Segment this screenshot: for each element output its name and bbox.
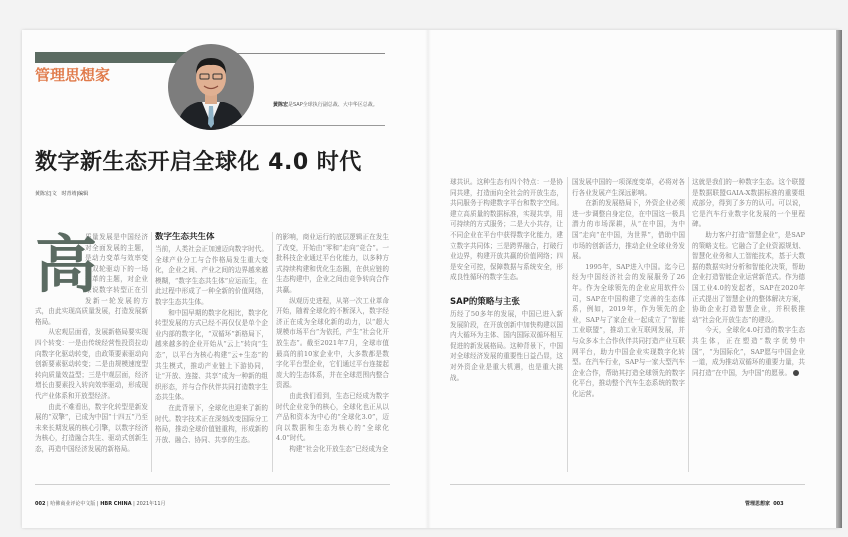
- paragraph: [692, 325, 805, 378]
- paragraph: 质量发展是中国经济对全面发展的主题，是动力变革与效率变革双轮驱动下的一场变革的主题，对企业来说数字转型正在引发新一轮发展的方式，由此实现高质量发展，打造发展新格局。: [35, 233, 148, 326]
- paragraph: 由此我们看到，生态已经成为数字时代企业竞争的核心，全球化也正从以产品和资本为中心的“全球化3.0”，迈向以数据和生态为核心的“全球化4.0”时代。: [276, 391, 389, 443]
- publication-name: 哈佛商业评论中文版: [50, 501, 96, 507]
- paragraph: 纵观历史进程，从第一次工业革命开始，随着全球化的不断深入，数字经济正在成为全球化新的动力，以“超大规模市场平台”为依托，产生“社会化开放生态”。截至2021年7月，全球市值最高的前10家企业中，大多数都是数字化平台型企业，它们通过平台连接起庞大的生态体系，并在全球范围内整合资源。: [276, 296, 389, 390]
- paragraph: 1995年，SAP进入中国。迄今已经为中国经济社会的发展服务了26年。作为全球领先的企业应用软件公司，SAP在中国构建了完善的生态体系，例如，2019年，作为领先的企业，SAP与了家企业一起成立了“智能工业联盟”，推动工业互联网发展，并与众多本土合作伙伴共同打造产业互联网平台，助力中国企业实现数字化转型。在汽车行业，SAP与一家大型汽车企业合作，帮助其打造全球领先的数字化平台，推动整个汽车生态系统的数字化运营。: [572, 262, 685, 398]
- author-caption-text: 是SAP全球执行副总裁、大中华区总裁。: [288, 102, 378, 108]
- author-photo: [168, 44, 254, 130]
- paragraph: 国发展中国的一项深度变革，必将对各行各业发展产生深远影响。: [572, 178, 685, 197]
- page-number-left: 002: [35, 501, 46, 507]
- left-column-3: [276, 232, 389, 472]
- paragraph: 历经了50多年的发展，中国已进入新发展阶段，在开放创新中加快构建以国内大循环为主体、国内国际双循环相互促进的新发展格局。这种背景下，中国对全球经济发展的重要性日益凸显，这对外资企业是重大机遇，也是重大挑战。: [450, 309, 563, 382]
- left-column-2: [155, 232, 268, 472]
- paragraph: 这就是我们的一种数字生态。这个联盟是数据联盟GAIA-X数据标准的重要组成部分，得到了多方的认可。可以说，它是汽车行业数字化发展的一个里程碑。: [692, 178, 805, 229]
- byline-author: 黄陈宏: [35, 191, 51, 197]
- byline-editor: 时青靖: [61, 191, 77, 197]
- page-number-right: 003: [773, 501, 784, 507]
- footer-left: 002 | 哈佛商业评论中文版 | HBR CHINA | 2021年11月: [35, 501, 166, 507]
- column-divider: [688, 177, 689, 472]
- paragraph: 助力客户打造“智慧企业”，是SAP的策略支柱。它融合了企业资源规划、智慧化业务和人工智能技术，基于大数据的数据实时分析和智能化决策，帮助企业打造智能企业运营新范式。作为德国工业4.0的发起者，SAP在2020年正式提出了智慧企业的整体解决方案，协助企业打造智慧企业，并积极推动“社会化开放生态”的建设。: [692, 230, 805, 324]
- section-bar: [35, 52, 195, 63]
- paragraph: 的影响，商业运行的底层逻辑正在发生了改变，开始由“零和”走向“竞合”。一批科技企业通过平台化能力，以多种方式持续构建和优化生态圈，在供应链的生态构建中，企业之间由竞争转向合作共赢。: [276, 233, 389, 294]
- byline-author-role: |文: [50, 191, 57, 197]
- page-fold: [425, 30, 431, 528]
- author-caption: [273, 101, 378, 108]
- drop-cap: 高: [35, 228, 98, 301]
- page-edge-shadow: [836, 30, 842, 528]
- footer-rule-right: [450, 484, 805, 485]
- right-column-1: [450, 177, 563, 472]
- section-label: 管理思想家: [35, 66, 111, 84]
- paragraph: 球共识。这种生态有四个特点：一是协同共建，打造面向全社会的开放生态，共同服务于构建数字平台和数字空间。建立高质量的数据标准，实现共享，用可持续的方式服务；二是大小共存，让不同企业在平台中获得数字化能力，建立数字共同体；三是跨界融合，打破行业边界，构建开放共赢的价值网络；四是安全可控，保障数据与系统安全，形成良性循环的数字生态。: [450, 178, 563, 282]
- paragraph: 从宏观层面看，发展新格局要实现四个转变：一是由传统经营性投资拉动向数字化驱动转变，由政策要素驱动向创新要素驱动转变；二是由规模速度型转向质量效益型；三是中观层面，经济增长由要素投入转向效率驱动，形成现代产业体系和开放型经济。: [35, 328, 148, 400]
- paragraph: 和中国早期的数字化相比，数字化转型发展的方式已经不再仅仅是单个企业内部的数字化，“双循环”新格局下，越来越多的企业开始从“云上”转向“生态”，以平台为核心构建“云+生态”的共生模式，推动产业链上下游协同，让“开放、连接、共享”成为一种新的组织形态，并与合作伙伴共同打造数字生态共生体。: [155, 308, 268, 402]
- subheading-digital-ecosystem: 数字生态共生体: [155, 232, 215, 242]
- column-divider: [151, 232, 152, 472]
- paragraph-text: 今天，全球化4.0打造的数字生态共生体，正在塑造“数字优势中国”，“为国际化”，SAP愿与中国企业一道，成为推动双循环的重要力量，共同打造“在中国，为中国”的愿景。: [692, 326, 805, 377]
- brand-name: HBR CHINA: [100, 501, 132, 507]
- right-column-2: [572, 177, 685, 472]
- byline-editor-role: |编辑: [76, 191, 89, 197]
- article-title: 数字新生态开启全球化 4.0 时代: [35, 150, 362, 175]
- subheading-sap-strategy: SAP的策略与主张: [450, 296, 520, 307]
- column-divider: [272, 232, 273, 472]
- paragraph: 当前，人类社会正加速迈向数字时代。全球产业分工与合作格局发生重大变化，企业之间、产业之间的边界越来越模糊，“数字生态共生体”应运而生，在此过程中形成了一种全新的价值网络，数字生态共生体。: [155, 245, 268, 306]
- paragraph: 在新的发展格局下，外资企业必须进一步调整自身定位，在中国这一极具潜力的市场深耕，从“在中国，为中国”走向“在中国，为世界”，借助中国市场的创新活力，推动企业全球业务发展。: [572, 199, 685, 261]
- footer-rule-left: [35, 484, 390, 485]
- paragraph: 构建“社会化开放生态”已经成为全: [289, 444, 389, 453]
- paragraph: 在此背景下，全球化也迎来了新的时代。数字技术正在深刻改变国际分工格局，推动全球价值链重构，形成新的开放、融合、协同、共享的生态。: [155, 403, 268, 444]
- author-caption-name: 黄陈宏: [273, 102, 289, 108]
- right-column-3: [692, 177, 805, 472]
- footer-right: [745, 500, 784, 507]
- end-mark-icon: [793, 370, 799, 376]
- issue-date: 2021年11月: [136, 501, 166, 507]
- caption-rule: [230, 125, 385, 126]
- footer-section: 管理思想家: [745, 501, 771, 507]
- byline: [35, 190, 88, 197]
- column-divider: [567, 177, 568, 472]
- paragraph: 由此不难看出，数字化转型是新发展的“双擎”，已成为中国“十四五”乃至未来长期发展的核心引擎，以数字经济为核心，打造融合共生、驱动式创新生态，再造中国经济发展的新格局。: [35, 402, 148, 453]
